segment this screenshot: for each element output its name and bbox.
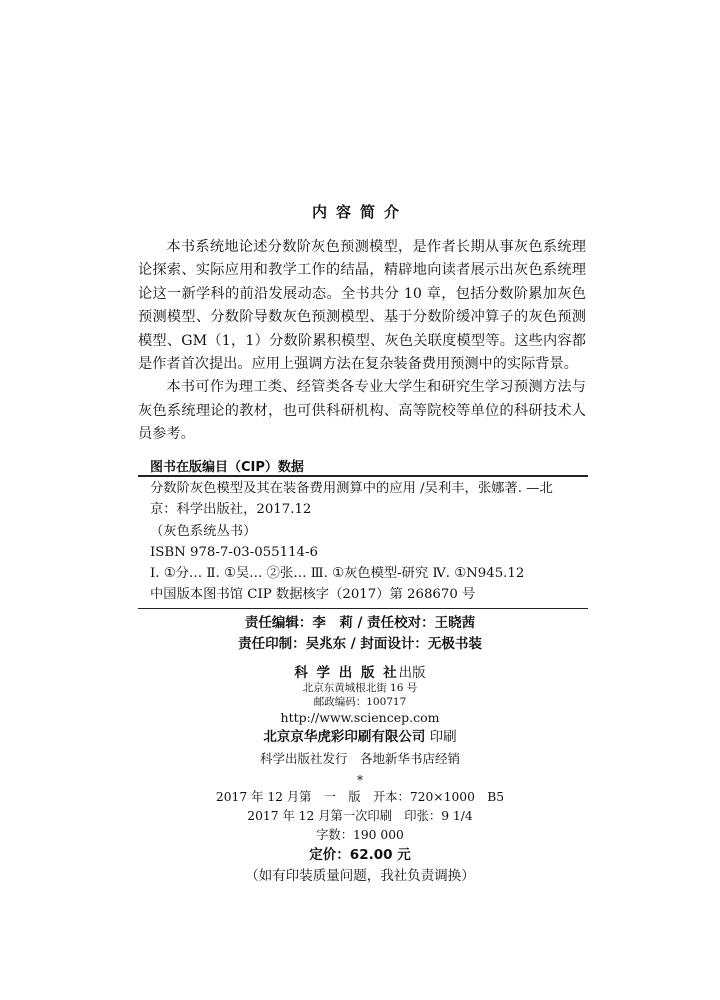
cip-top-rule [138,475,588,477]
publisher-suffix: 出版 [398,665,426,681]
publisher-logo-text: 科 学 出 版 社 [294,665,399,681]
word-count-line: 字数：190 000 [316,828,404,842]
publisher-block [0,665,720,888]
intro-paragraph-1: 本书系统地论述分数阶灰色预测模型，是作者长期从事灰色系统理论探索、实际应用和教学工作的结晶，精辟地向读者展示出灰色系统理论这一新学科的前沿发展动态。全书共分 10 章，包括分数阶累加灰色预测模型、分数阶导数灰色预测模型、基于分数阶缓冲算子的灰色预测模型、GM（1，1）分数阶累积模型、灰色关联度模型等。这些内容都是作者首次提出。应用上强调方法在复杂装备费用预测中的实际背景。 [138,239,586,373]
price-label: 定价： [309,847,350,863]
publisher-url: http://www.sciencep.com [280,710,440,725]
cip-title: 图书在版编目（CIP）数据 [150,460,304,475]
page-heading: 内容简介 [311,203,408,221]
printer-line [0,726,720,748]
credits-block [0,613,720,655]
intro-paragraph-2: 本书可作为理工类、经管类各专业大学生和研究生学习预测方法与灰色系统理论的教材，也可供科研机构、高等院校等单位的科研技术人员参考。 [138,379,586,443]
cip-line-series: （灰色系统丛书） [150,523,257,539]
cip-line-classification: Ⅰ. ①分… Ⅱ. ①吴… ②张… Ⅲ. ①灰色模型-研究 Ⅳ. ①N945.12 [150,566,525,582]
printer-logo-text: 北京京华虎彩印刷有限公司 [263,729,426,745]
price-line [0,845,720,865]
printing-line: 2017 年 12 月第一次印刷 印张：9 1/4 [247,809,473,823]
cip-line-isbn: ISBN 978-7-03-055114-6 [150,544,318,560]
cip-line-title: 分数阶灰色模型及其在装备费用测算中的应用 /吴利丰，张娜著. —北 [150,481,553,496]
intro-section [138,236,586,447]
separator-star: * [357,773,363,787]
edition-line: 2017 年 12 月第 一 版 开本：720×1000 B5 [215,790,505,804]
printer-suffix: 印刷 [429,729,457,745]
price-value: 62.00 元 [349,847,411,863]
distribution-line: 科学出版社发行 各地新华书店经销 [259,751,460,766]
cip-data-block [150,478,586,606]
quality-notice: （如有印装质量问题，我社负责调换） [245,868,475,884]
cip-bottom-rule [138,608,588,609]
cip-line-record-number: 中国版本图书馆 CIP 数据核字（2017）第 268670 号 [150,587,476,603]
publisher-address: 北京东黄城根北街 16 号 [302,682,418,694]
publisher-postcode: 邮政编码：100717 [313,695,407,708]
publisher-line [0,665,720,682]
credits-printing-line: 责任印制：吴兆东 / 封面设计：无极书装 [238,636,482,652]
credits-editor-line: 责任编辑：李 莉 / 责任校对：王晓茜 [244,615,476,631]
cip-line-publisher: 京：科学出版社，2017.12 [150,502,312,518]
